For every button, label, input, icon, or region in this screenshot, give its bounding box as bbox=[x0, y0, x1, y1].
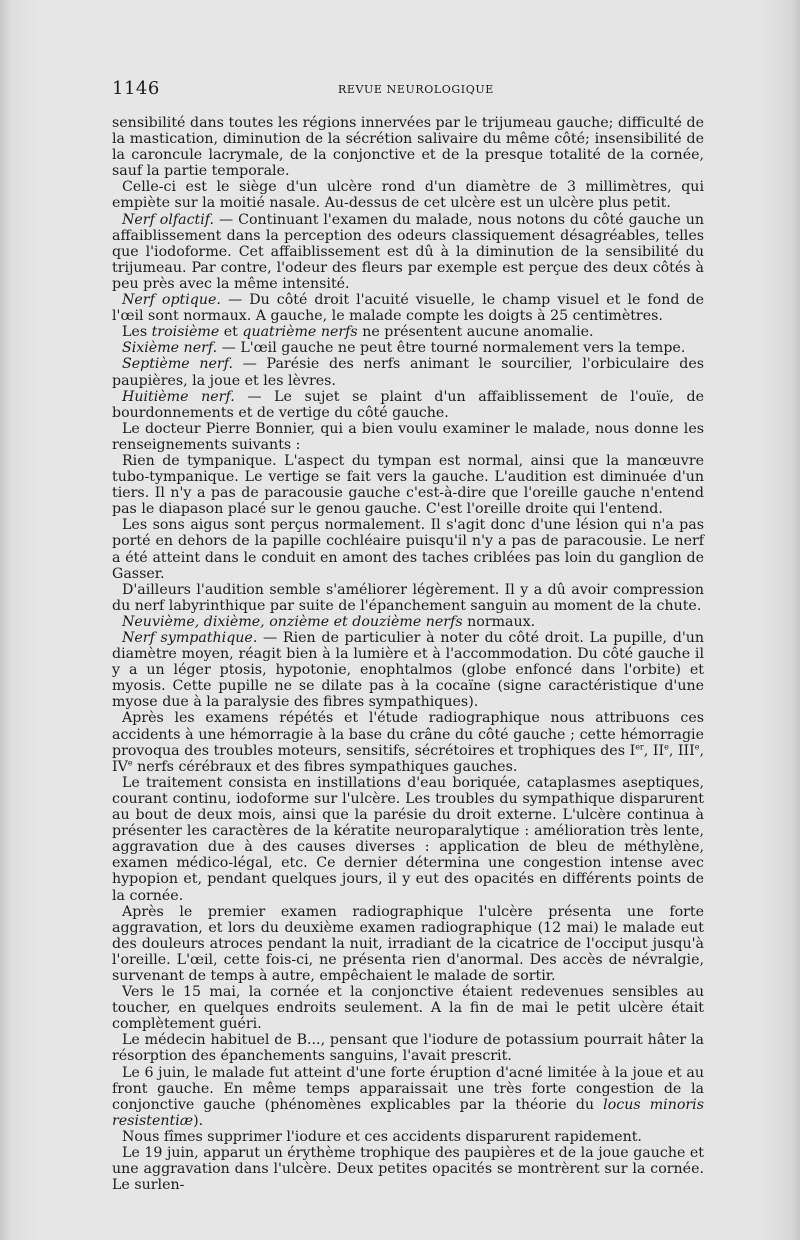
section-lead: Sixième nerf. bbox=[122, 340, 218, 357]
paragraph-nerf-sympathique: Nerf sympathique. — Rien de particulier à noter du côté droit. La pupille, d'un diamètre moyen, réagit bien à la lumière et à l'accommodation. Du côté gauche il y a un léger ptosis, hypotonie, enophtalmos (globe enfoncé dans l'orbite) et myosis. Cette pupille ne se dilate pas à la cocaïne (signe caractéristique d'une myose due à la paralysie des fibres sympathiques). bbox=[112, 630, 704, 711]
page-header bbox=[112, 78, 702, 100]
paragraph-19-juin: Le 19 juin, apparut un érythème trophique des paupières et de la joue gauche et une aggravation dans l'ulcère. Deux petites opacités se montrèrent sur la cornée. Le surlen- bbox=[112, 1145, 704, 1194]
paragraph-nerf-olfactif: Nerf olfactif. — Continuant l'examen du malade, nous notons du côté gauche un affaiblissement dans la perception des odeurs classiquement désagréables, telles que l'iodoforme. Cet affaiblissement est dû à la diminution de la sensibilité du trijumeau. Par contre, l'odeur des fleurs par exemple est perçue des deux côtés à peu près avec la même intensité. bbox=[112, 211, 704, 292]
section-lead: Nerf optique. bbox=[122, 292, 221, 309]
paragraph-septieme-nerf: Septième nerf. — Parésie des nerfs animant le sourcilier, l'orbiculaire des paupières, la joue et les lèvres. bbox=[112, 356, 704, 389]
article-body bbox=[112, 115, 704, 1193]
paragraph-15-mai: Vers le 15 mai, la cornée et la conjonctive étaient redevenues sensibles au toucher, en quelques endroits seulement. A la fin de mai le petit ulcère était complètement guéri. bbox=[112, 984, 704, 1033]
paragraph-tympan: Rien de tympanique. L'aspect du tympan est normal, ainsi que la manœuvre tubo-tympanique. Le vertige se fait vers la gauche. L'audition est diminuée d'un tiers. Il n'y a pas de paracousie gauche c'est-à-dire que l'oreille gauche n'entend pas le diapason placé sur le genou gauche. C'est l'oreille droite qui l'entend. bbox=[112, 452, 704, 518]
section-lead: Neuvième, dixième, onzième et douzième nerfs bbox=[122, 613, 463, 630]
running-title: REVUE NEUROLOGIQUE bbox=[338, 83, 494, 96]
section-lead: Septième nerf. bbox=[122, 356, 233, 373]
paragraph-audition: D'ailleurs l'audition semble s'améliorer légèrement. Il y a dû avoir compression du nerf labyrinthique par suite de l'épanchement sanguin au moment de la chute. bbox=[112, 581, 704, 614]
paragraph-6-juin: Le 6 juin, le malade fut atteint d'une forte éruption d'acné limitée à la joue et au front gauche. En même temps apparaissait une très forte congestion de la conjonctive gauche (phénomènes explicables par la théorie du locus minoris resistentiæ). bbox=[112, 1064, 705, 1129]
paragraph-trijumeau: sensibilité dans toutes les régions innervées par le trijumeau gauche; difficulté de la mastication, diminution de la sécrétion salivaire du même côté; insensibilité de la caroncule lacrymale, de la conjonctive et de la presque totalité de la cornée, sauf la partie temporale. bbox=[112, 115, 704, 180]
section-lead: Nerf olfactif. bbox=[122, 211, 215, 228]
section-lead: Huitième nerf. bbox=[122, 388, 235, 405]
paragraph-radiographie: Après les examens répétés et l'étude radiographique nous attribuons ces accidents à une hémorragie à la base du crâne du côté gauche ; cette hémorragie provoqua des troubles moteurs, sensitifs, sécrétoires et trophiques des Ier, IIe, IIIe, IVe nerfs cérébraux et des fibres sympathiques gauches. bbox=[112, 710, 704, 775]
paragraph-suppression: Nous fîmes supprimer l'iodure et ces accidents disparurent rapidement. bbox=[122, 1128, 642, 1145]
paragraph-sons-aigus: Les sons aigus sont perçus normalement. Il s'agit donc d'une lésion qui n'a pas porté en dehors de la papille cochléaire puisqu'il n'y a pas de paracousie. Le nerf a été atteint dans le conduit en amont des taches criblées pas loin du ganglion de Gasser. bbox=[112, 517, 704, 582]
page-number: 1146 bbox=[112, 78, 160, 99]
paragraph-nerf-optique: Nerf optique. — Du côté droit l'acuité visuelle, le champ visuel et le fond de l'œil sont normaux. A gauche, le malade compte les doigts à 25 centimètres. bbox=[112, 292, 704, 325]
paragraph-iodure: Le médecin habituel de B..., pensant que l'iodure de potassium pourrait hâter la résorption des épanchements sanguins, l'avait prescrit. bbox=[112, 1032, 704, 1065]
paragraph-sixieme-nerf: Sixième nerf. — L'œil gauche ne peut être tourné normalement vers la tempe. bbox=[122, 340, 686, 357]
paragraph-neuvieme-douzieme: Neuvième, dixième, onzième et douzième nerfs normaux. bbox=[122, 613, 536, 630]
section-lead: Nerf sympathique. bbox=[122, 630, 258, 646]
paragraph-troisieme-quatrieme: Les troisième et quatrième nerfs ne présentent aucune anomalie. bbox=[122, 324, 594, 341]
paragraph-bonnier: Le docteur Pierre Bonnier, qui a bien voulu examiner le malade, nous donne les renseignements suivants : bbox=[112, 420, 704, 453]
paragraph-ulcere: Celle-ci est le siège d'un ulcère rond d'un diamètre de 3 millimètres, qui empiète sur la moitié nasale. Au-dessus de cet ulcère est un ulcère plus petit. bbox=[112, 179, 704, 212]
paragraph-premier-examen: Après le premier examen radiographique l'ulcère présenta une forte aggravation, et lors du deuxième examen radiographique (12 mai) le malade eut des douleurs atroces pendant la nuit, irradiant de la cicatrice de l'occiput jusqu'à l'oreille. L'œil, cette fois-ci, ne présenta rien d'anormal. Des accès de névralgie, survenant de temps à autre, empêchaient le malade de sortir. bbox=[112, 903, 704, 984]
paragraph-traitement: Le traitement consista en instillations d'eau boriquée, cataplasmes aseptiques, courant continu, iodoforme sur l'ulcère. Les troubles du sympathique disparurent au bout de deux mois, ainsi que la parésie du droit externe. L'ulcère continua à présenter les caractères de la kératite neuroparalytique : amélioration très lente, aggravation due à des causes diverses : application de bleu de méthylène, examen médico-légal, etc. Ce dernier détermina une congestion intense avec hypopion et, pendant quelques jours, il y eut des opacités en différents points de la cornée. bbox=[112, 774, 704, 904]
paragraph-huitieme-nerf: Huitième nerf. — Le sujet se plaint d'un affaiblissement de l'ouïe, de bourdonnements et de vertige du côté gauche. bbox=[112, 388, 704, 421]
